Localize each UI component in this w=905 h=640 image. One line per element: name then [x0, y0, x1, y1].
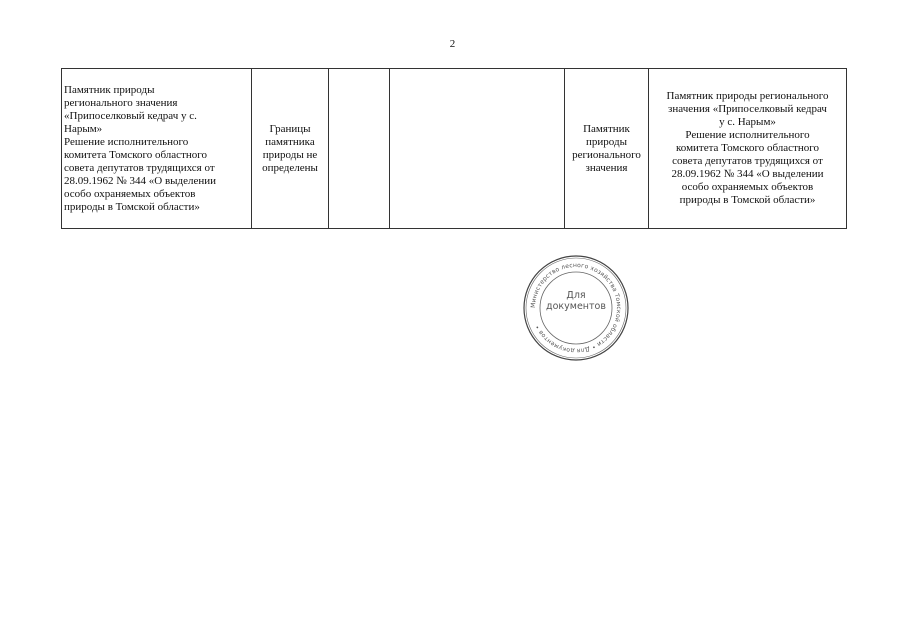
empty-cell-3 — [329, 69, 390, 229]
legal-basis-cell: Памятник природы регионального значения «Припоселковый кедрач у с. Нарым» Решение исполнительного комитета Томского областного совета депутатов трудящихся от 28.09.1962 № 344 «О выделении особо охраняемых объектов природы в Томской области» — [649, 69, 847, 229]
page-number: 2 — [449, 38, 456, 50]
stamp-label — [522, 290, 630, 312]
stamp-ring-text: Министерство лесного хозяйства Томской области • Для документов • — [529, 261, 623, 355]
category-cell: Памятник природы регионального значения — [565, 69, 649, 229]
registry-table — [61, 68, 847, 229]
stamp-label-line1: Для — [566, 290, 586, 301]
empty-cell-4 — [390, 69, 565, 229]
object-name-cell: Памятник природы регионального значения «Припоселковый кедрач у с. Нарым» Решение исполнительного комитета Томского областного совета депутатов трудящихся от 28.09.1962 № 344 «О выделении особо охраняемых объектов природы в Томской области» — [62, 69, 252, 229]
boundaries-cell: Границы памятника природы не определены — [252, 69, 329, 229]
table-row — [62, 69, 847, 229]
stamp-label-line2: документов — [546, 301, 606, 312]
official-stamp — [522, 254, 630, 362]
